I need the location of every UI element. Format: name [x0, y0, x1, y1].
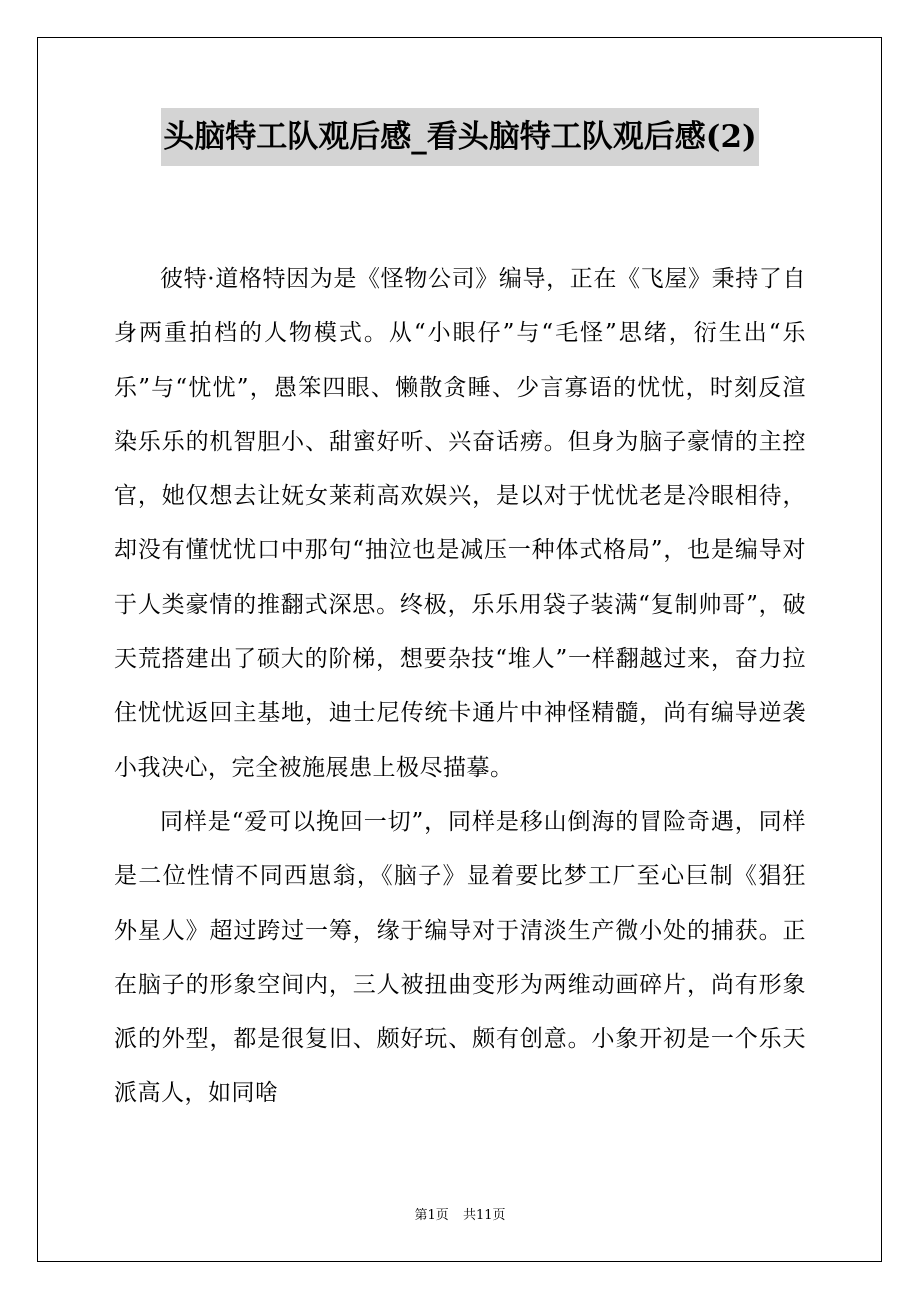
paragraph-1: 彼特·道格特因为是《怪物公司》编导，正在《飞屋》秉持了自身两重拍档的人物模式。从“小眼仔”与“毛怪”思绪，衍生出“乐乐”与“忧忧”，愚笨四眼、懒散贪睡、少言寡语的忧忧，时刻反渲染乐乐的机智胆小、甜蜜好听、兴奋话痨。但身为脑子豪情的主控官，她仅想去让妩女莱莉高欢娱兴，是以对于忧忧老是冷眼相待，却没有懂忧忧口中那句“抽泣也是减压一种体式格局”，也是编导对于人类豪情的推翻式深思。终极，乐乐用袋子装满“复制帅哥”，破天荒搭建出了硕大的阶梯，想要杂技“堆人”一样翻越过来，奋力拉住忧忧返回主基地，迪士尼传统卡通片中神怪精髓，尚有编导逆袭小我决心，完全被施展患上极尽描摹。 [114, 266, 806, 781]
page-total: 共11页 [462, 1208, 506, 1223]
page-number: 第1页 [414, 1208, 449, 1223]
paragraph-2: 同样是“爱可以挽回一切”，同样是移山倒海的冒险奇遇，同样是二位性情不同西崽翁，《脑子》显着要比梦工厂至心巨制《猖狂外星人》超过跨过一筹，缘于编导对于清淡生产微小处的捕获。正在脑子的形象空间内，三人被扭曲变形为两维动画碎片，尚有形象派的外型，都是很复旧、颇好玩、颇有创意。小象开初是一个乐天派高人，如同啥 [114, 808, 806, 1107]
page-footer [0, 1206, 920, 1226]
document-title: 头脑特工队观后感_看头脑特工队观后感(2) [161, 108, 758, 166]
title-container [0, 108, 920, 166]
document-body [114, 252, 806, 1121]
